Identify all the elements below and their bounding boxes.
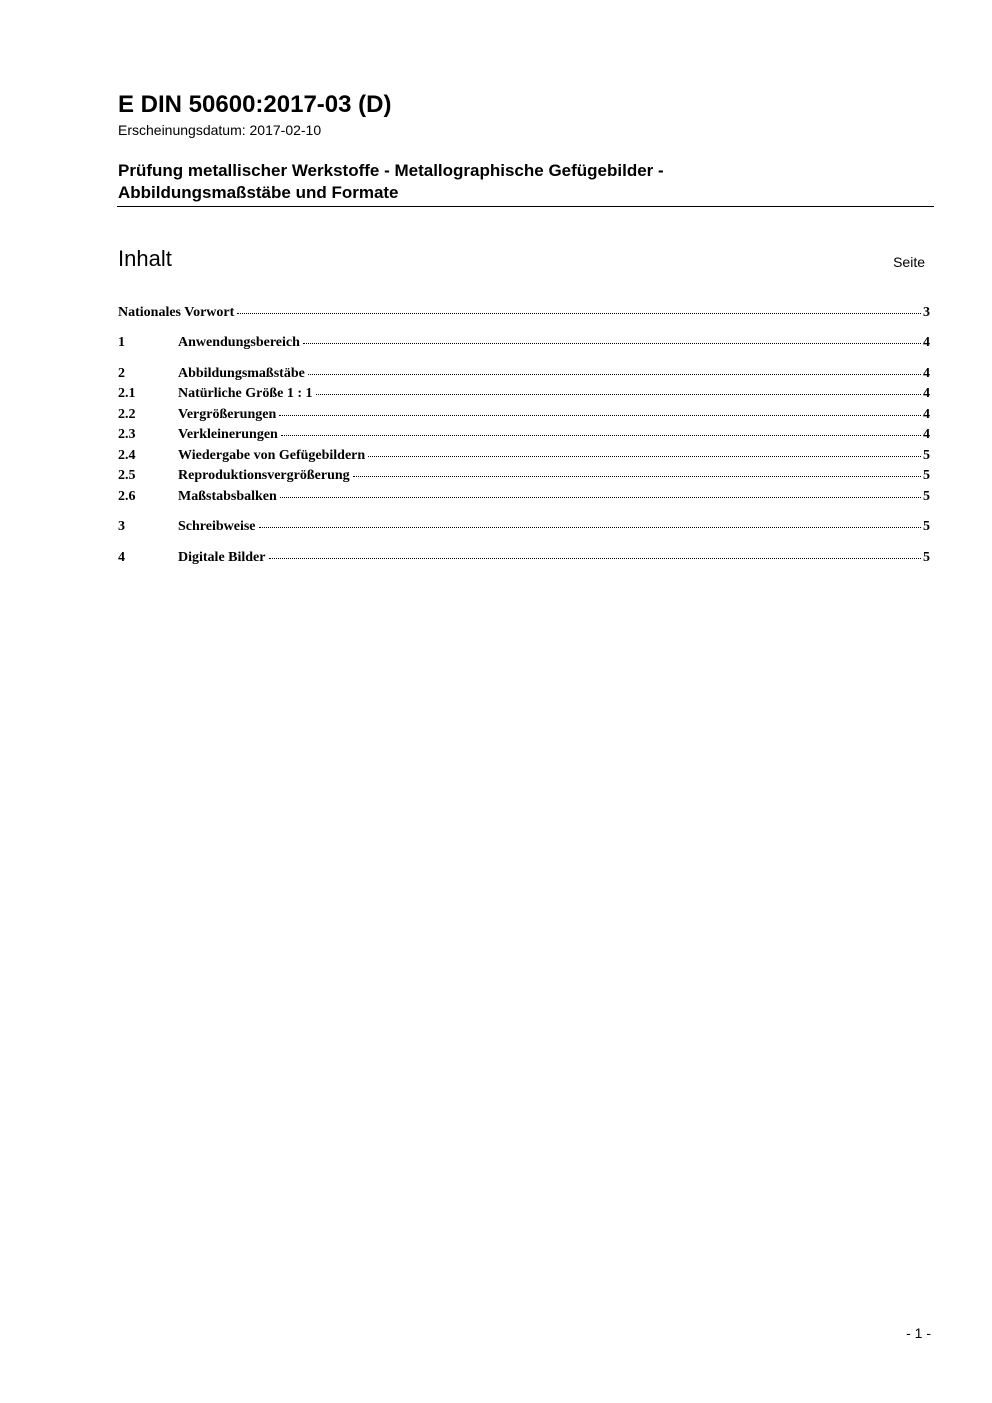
toc-dot-leader (308, 374, 921, 375)
toc-dot-leader (279, 415, 921, 416)
toc-entry-title: Natürliche Größe 1 : 1 (178, 386, 313, 401)
toc-entry-number: 2.2 (118, 407, 136, 422)
toc-dot-leader (368, 456, 921, 457)
toc-entry-page: 5 (923, 448, 930, 463)
toc-entry-number: 4 (118, 550, 125, 565)
toc-entry-2[interactable] (118, 364, 930, 384)
toc-entry-page: 4 (923, 427, 930, 442)
toc-entry-title: Anwendungsbereich (178, 335, 300, 350)
toc-entry-number: 2.1 (118, 386, 136, 401)
toc-entry-4[interactable] (118, 548, 930, 568)
toc-entry-3[interactable] (118, 517, 930, 537)
toc-dot-leader (281, 435, 921, 436)
toc-entry-number: 2.4 (118, 448, 136, 463)
toc-dot-leader (269, 558, 922, 559)
toc-entry-number: 3 (118, 519, 125, 534)
toc-entry-page: 5 (923, 468, 930, 483)
toc-dot-leader (280, 497, 921, 498)
toc-entry-2-1[interactable] (118, 384, 930, 404)
toc-entry-title: Maßstabsbalken (178, 489, 277, 504)
toc-dot-leader (303, 343, 921, 344)
toc-entry-number: 2 (118, 366, 125, 381)
toc-entry-title: Verkleinerungen (178, 427, 278, 442)
toc-entry-number: 2.6 (118, 489, 136, 504)
toc-dot-leader (353, 476, 921, 477)
toc-entry-title: Digitale Bilder (178, 550, 266, 565)
toc-entry-2-2[interactable] (118, 405, 930, 425)
toc-dot-leader (259, 527, 921, 528)
toc-dot-leader (237, 313, 921, 314)
toc-entry-number: 1 (118, 335, 125, 350)
toc-entry-2-6[interactable] (118, 487, 930, 507)
document-title-line-2: Abbildungsmaßstäbe und Formate (118, 183, 399, 202)
toc-entry-page: 4 (923, 335, 930, 350)
toc-entry-page: 4 (923, 366, 930, 381)
toc-entry-title: Schreibweise (178, 519, 256, 534)
toc-heading: Inhalt (118, 246, 172, 271)
toc-entry-page: 4 (923, 386, 930, 401)
publication-date: Erscheinungsdatum: 2017-02-10 (118, 122, 322, 138)
document-id: E DIN 50600:2017-03 (D) (118, 91, 392, 118)
title-divider (117, 206, 934, 207)
toc-entry-page: 5 (923, 489, 930, 504)
toc-entry-number: 2.3 (118, 427, 136, 442)
toc-page-column-label: Seite (893, 254, 925, 270)
toc-entry-number: 2.5 (118, 468, 136, 483)
toc-entry-title: Reproduktionsvergrößerung (178, 468, 350, 483)
toc-entry-page: 4 (923, 407, 930, 422)
toc-entry-1[interactable] (118, 333, 930, 353)
toc-entry-page: 5 (923, 550, 930, 565)
toc-entry-title: Nationales Vorwort (118, 305, 235, 320)
toc-entry-title: Abbildungsmaßstäbe (178, 366, 305, 381)
toc-entry-page: 3 (923, 305, 930, 320)
page-number: - 1 - (906, 1325, 931, 1341)
document-title (118, 160, 898, 204)
toc-entry-title: Vergrößerungen (178, 407, 277, 422)
toc-entry-title: Wiedergabe von Gefügebildern (178, 448, 366, 463)
toc-dot-leader (316, 394, 921, 395)
toc-entry-nationales-vorwort[interactable] (118, 303, 930, 323)
toc-entry-2-4[interactable] (118, 446, 930, 466)
document-title-line-1: Prüfung metallischer Werkstoffe - Metallographische Gefügebilder - (118, 161, 664, 180)
toc-entry-2-3[interactable] (118, 425, 930, 445)
toc-entry-2-5[interactable] (118, 466, 930, 486)
toc-entry-page: 5 (923, 519, 930, 534)
